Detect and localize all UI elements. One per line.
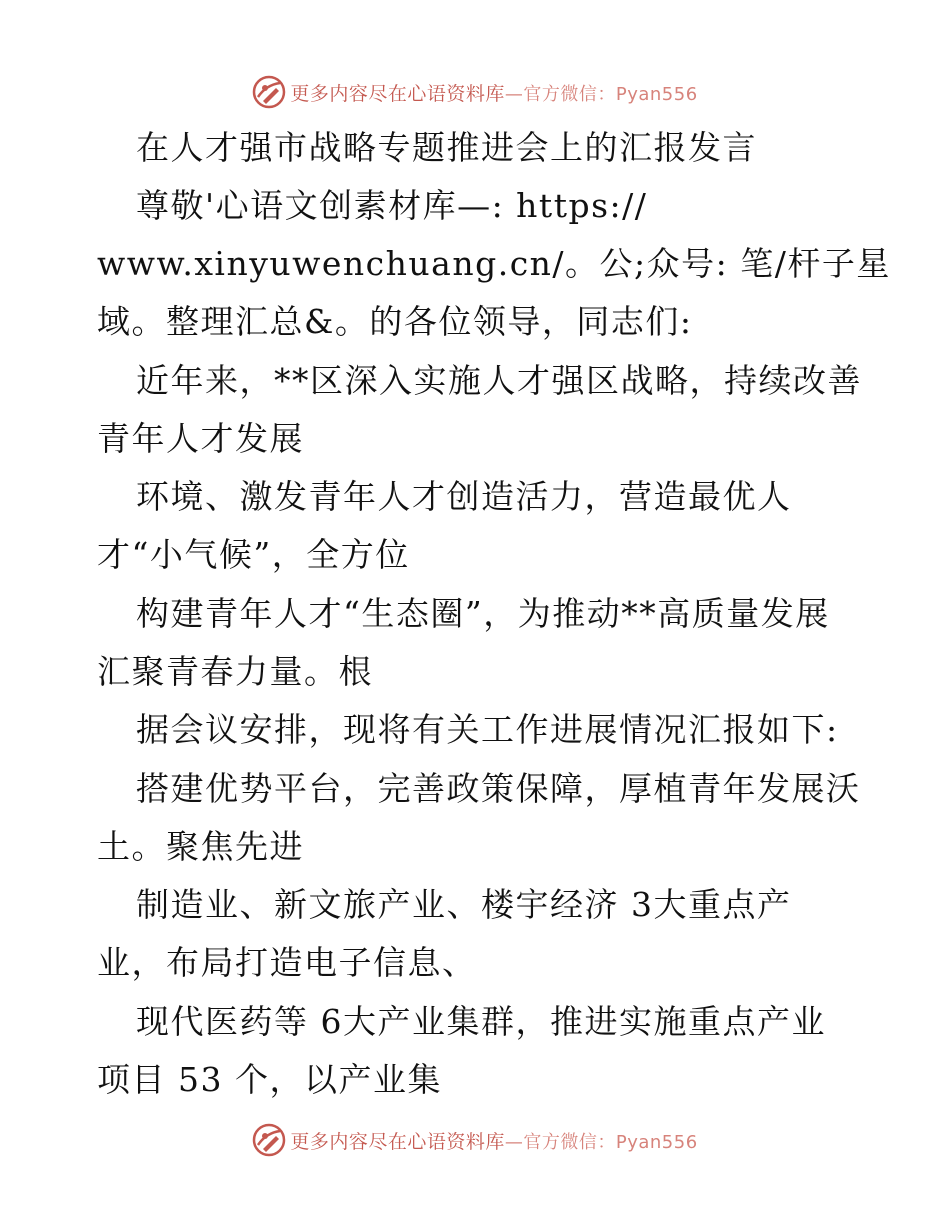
- paragraph-line: 才“小气候”，全方位: [97, 535, 410, 574]
- paragraph-line: 据会议安排，现将有关工作进展情况汇报如下:: [136, 710, 839, 749]
- banner-contact-label: 官方微信：: [523, 1131, 616, 1153]
- paragraph-line: 环境、激发青年人才创造活力，营造最优人: [136, 477, 792, 516]
- paragraph-line: www.xinyuwenchuang.cn/。公;众号: 笔/杆子星: [97, 244, 891, 283]
- paragraph-line: 汇聚青春力量。根: [97, 652, 373, 691]
- paragraph-line: 业，布局打造电子信息、: [97, 943, 477, 982]
- paragraph-line: 土。聚焦先进: [97, 827, 304, 866]
- banner-main-text: 更多内容尽在心语资料库: [290, 1130, 505, 1153]
- paragraph-line: 尊敬'心语文创素材库—: https://: [136, 186, 648, 225]
- banner-contact-label: 官方微信：: [523, 83, 616, 105]
- footer-banner: [0, 1120, 950, 1160]
- paragraph-line: 搭建优势平台，完善政策保障，厚植青年发展沃: [136, 769, 861, 808]
- paragraph-line: 域。整理汇总&。的各位领导，同志们:: [97, 302, 693, 341]
- brand-logo-icon: [252, 1123, 286, 1157]
- banner-text: [290, 1127, 697, 1154]
- banner-main-text: 更多内容尽在心语资料库: [290, 82, 505, 105]
- paragraph-line: 现代医药等 6大产业集群，推进实施重点产业: [136, 1002, 826, 1041]
- document-title: 在人才强市战略专题推进会上的汇报发言: [136, 128, 757, 167]
- banner-separator: —: [504, 1131, 524, 1153]
- banner-contact-value: Pyan556: [615, 83, 698, 105]
- paragraph-line: 构建青年人才“生态圈”，为推动**高质量发展: [136, 594, 830, 633]
- banner-contact-value: Pyan556: [615, 1131, 698, 1153]
- paragraph-line: 项目 53 个，以产业集: [97, 1060, 442, 1099]
- banner-separator: —: [504, 83, 524, 105]
- paragraph-line: 制造业、新文旅产业、楼宇经济 3大重点产: [136, 885, 792, 924]
- paragraph-line: 青年人才发展: [97, 419, 304, 458]
- paragraph-line: 近年来，**区深入实施人才强区战略，持续改善: [136, 361, 862, 400]
